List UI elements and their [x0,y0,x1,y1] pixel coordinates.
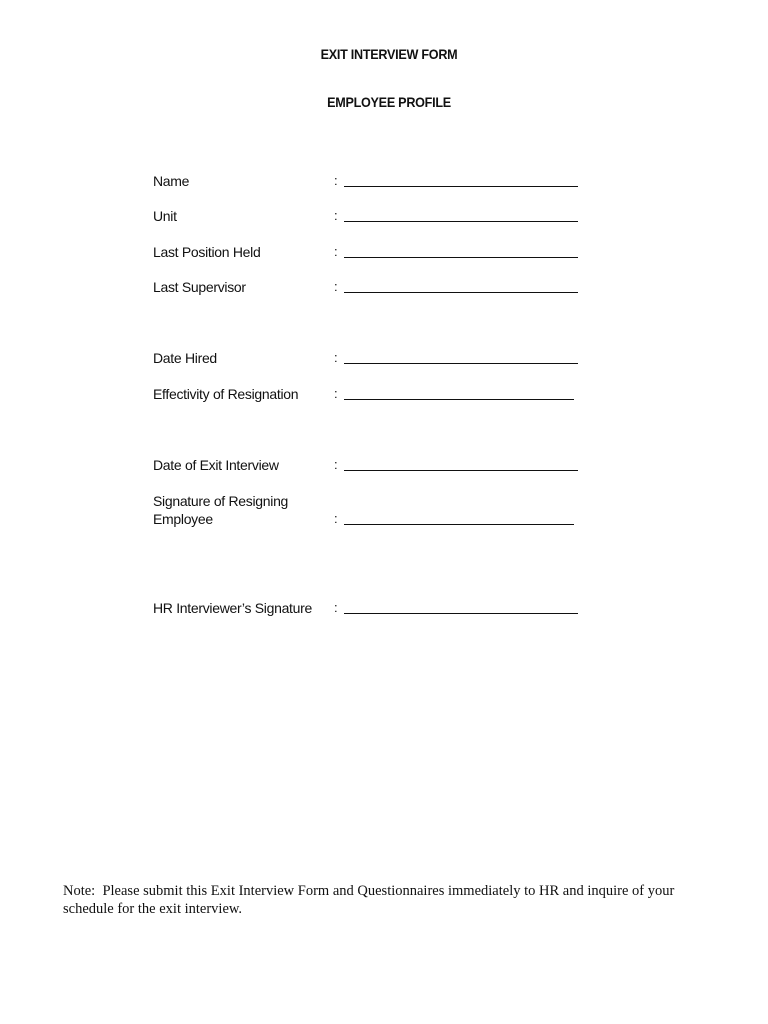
field-colon: : [334,600,338,615]
field-label-name: Name [153,173,190,189]
field-label-effectivity-of-resignation: Effectivity of Resignation [153,386,299,402]
field-colon: : [334,511,338,526]
effectivity-input-line[interactable] [344,399,574,400]
section-title: EMPLOYEE PROFILE [327,94,451,110]
field-signature-of-resigning-employee [153,492,583,536]
form-title: EXIT INTERVIEW FORM [320,46,458,62]
name-input-line[interactable] [344,186,578,187]
employee-signature-input-line[interactable] [344,524,574,525]
date-hired-input-line[interactable] [344,363,578,364]
field-effectivity-of-resignation [153,385,583,425]
last-supervisor-input-line[interactable] [344,292,578,293]
field-label-signature-of-resigning-employee: Signature of Resigning Employee [153,493,289,527]
field-last-position-held [153,243,583,283]
unit-input-line[interactable] [344,221,578,222]
hr-signature-input-line[interactable] [344,613,578,614]
field-unit [153,207,583,247]
field-label-last-supervisor: Last Supervisor [153,279,246,295]
field-label-hr-interviewer-signature: HR Interviewer’s Signature [153,600,312,616]
field-colon: : [334,173,338,188]
field-colon: : [334,457,338,472]
last-position-input-line[interactable] [344,257,578,258]
field-colon: : [334,386,338,401]
field-label-last-position-held: Last Position Held [153,244,261,260]
field-hr-interviewer-signature [153,599,583,639]
field-colon: : [334,208,338,223]
field-name [153,172,583,212]
field-colon: : [334,279,338,294]
field-date-hired [153,349,583,389]
field-label-date-of-exit-interview: Date of Exit Interview [153,457,279,473]
field-colon: : [334,244,338,259]
exit-interview-date-input-line[interactable] [344,470,578,471]
field-date-of-exit-interview [153,456,583,496]
field-label-date-hired: Date Hired [153,350,217,366]
field-label-unit: Unit [153,208,177,224]
field-colon: : [334,350,338,365]
field-last-supervisor [153,278,583,318]
submission-note: Note: Please submit this Exit Interview Form and Questionnaires immediately to HR and inquire of your schedule for the exit interview. [63,883,678,917]
